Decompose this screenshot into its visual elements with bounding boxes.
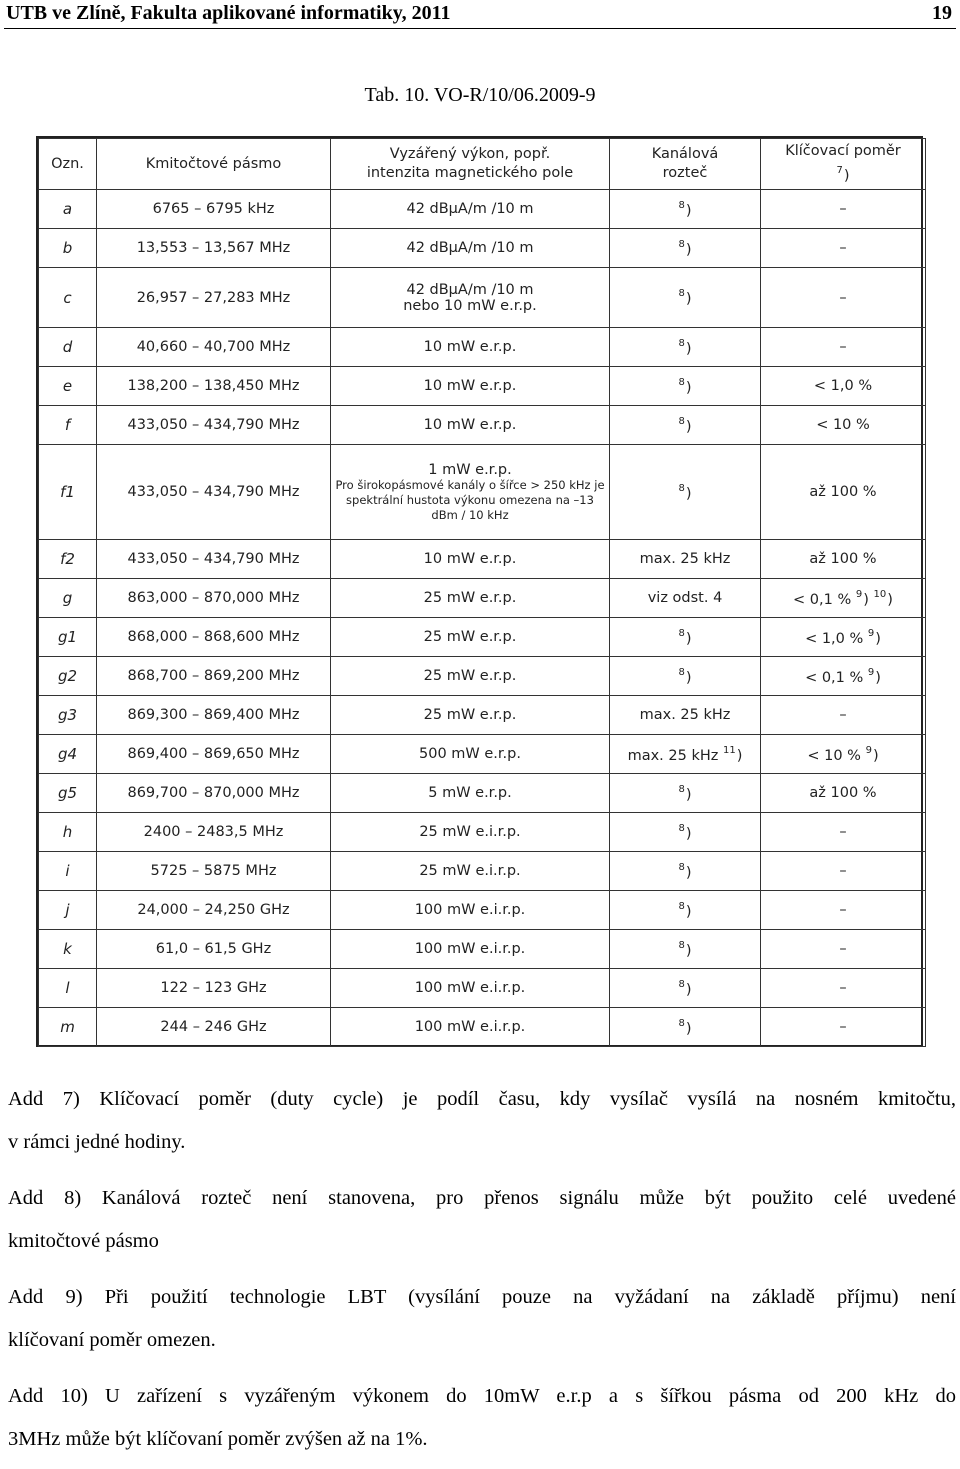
- cell-power-value: 10 mW e.r.p.: [423, 417, 517, 433]
- cell-spacing-end: ): [736, 747, 743, 764]
- table-row: [39, 445, 926, 540]
- cell-spacing-note-ref: 8: [678, 1017, 685, 1029]
- cell-spacing: [610, 813, 761, 852]
- cell-duty-value: < 1,0 %: [805, 630, 868, 647]
- cell-spacing-note-ref: 8: [678, 822, 685, 834]
- note-9-line1: Add 9) Při použití technologie LBT (vysílání pouze na vyžádaní na základě příjmu) není: [8, 1286, 956, 1308]
- cell-power-value: 25 mW e.r.p.: [423, 590, 517, 606]
- cell-power: [331, 813, 610, 852]
- cell-duty-value: < 10 %: [816, 417, 870, 433]
- note-8-line2: kmitočtové pásmo: [8, 1230, 159, 1252]
- cell-power-value: 10 mW e.r.p.: [423, 378, 517, 394]
- header-power-line2: intenzita magnetického pole: [366, 165, 574, 181]
- cell-spacing-value: ): [685, 202, 692, 219]
- cell-power: [331, 657, 610, 696]
- cell-duty-end: ): [872, 747, 879, 764]
- cell-designation: m: [39, 1008, 97, 1047]
- table-row: [39, 657, 926, 696]
- cell-band: 5725 – 5875 MHz: [97, 852, 331, 891]
- cell-spacing: [610, 735, 761, 774]
- cell-duty-note-ref: 9: [865, 744, 872, 756]
- cell-duty-value: –: [839, 863, 847, 879]
- cell-duty-value: –: [839, 707, 847, 723]
- cell-power: [331, 190, 610, 229]
- cell-duty-value: –: [839, 941, 847, 957]
- table-row: [39, 367, 926, 406]
- cell-duty-note-ref: 9: [855, 588, 863, 600]
- cell-spacing-note-ref-after: 11: [722, 744, 736, 756]
- cell-power-value: 25 mW e.i.r.p.: [419, 863, 521, 879]
- cell-spacing-value: ): [685, 418, 692, 435]
- cell-duty: [761, 735, 926, 774]
- cell-designation: g4: [39, 735, 97, 774]
- note-9-line2: klíčovaní poměr omezen.: [8, 1329, 216, 1351]
- cell-duty: [761, 445, 926, 540]
- cell-power: [331, 367, 610, 406]
- cell-band: 13,553 – 13,567 MHz: [97, 229, 331, 268]
- table-row: [39, 328, 926, 367]
- cell-designation: l: [39, 969, 97, 1008]
- cell-power-value: 100 mW e.i.r.p.: [414, 980, 526, 996]
- header-designation: Ozn.: [39, 139, 97, 190]
- table-row: [39, 813, 926, 852]
- cell-spacing: [610, 1008, 761, 1047]
- table-row: [39, 852, 926, 891]
- cell-band: 24,000 – 24,250 GHz: [97, 891, 331, 930]
- table-row: [39, 930, 926, 969]
- cell-duty-value: –: [839, 289, 847, 306]
- cell-power-alt: nebo 10 mW e.r.p.: [403, 297, 537, 314]
- cell-spacing-note-ref: 8: [678, 627, 685, 639]
- cell-spacing-note-ref: 8: [678, 900, 685, 912]
- cell-designation: f: [39, 406, 97, 445]
- cell-designation: g5: [39, 774, 97, 813]
- cell-band: 868,700 – 869,200 MHz: [97, 657, 331, 696]
- cell-band: 869,300 – 869,400 MHz: [97, 696, 331, 735]
- cell-band: 61,0 – 61,5 GHz: [97, 930, 331, 969]
- cell-band: 26,957 – 27,283 MHz: [97, 268, 331, 328]
- cell-duty: [761, 367, 926, 406]
- cell-spacing-value: max. 25 kHz: [639, 551, 731, 567]
- cell-duty: [761, 891, 926, 930]
- header-spacing-line2: rozteč: [662, 165, 708, 181]
- header-rule: [4, 28, 956, 29]
- cell-band: 433,050 – 434,790 MHz: [97, 445, 331, 540]
- cell-designation: f2: [39, 540, 97, 579]
- cell-duty: [761, 229, 926, 268]
- cell-band: 433,050 – 434,790 MHz: [97, 406, 331, 445]
- note-10-line1: Add 10) U zařízení s vyzářeným výkonem do 10mW e.r.p a s šířkou pásma od 200 kHz do: [8, 1385, 956, 1407]
- cell-power-value: 1 mW e.r.p.: [428, 461, 512, 478]
- header-duty-suffix: ): [843, 168, 850, 184]
- cell-spacing-note-ref: 8: [678, 482, 685, 494]
- table-row: [39, 891, 926, 930]
- cell-power: [331, 268, 610, 328]
- cell-power: [331, 774, 610, 813]
- cell-designation: d: [39, 328, 97, 367]
- table-row: [39, 540, 926, 579]
- cell-duty-value: až 100 %: [809, 551, 877, 567]
- cell-band: 244 – 246 GHz: [97, 1008, 331, 1047]
- cell-power: [331, 328, 610, 367]
- cell-duty: [761, 930, 926, 969]
- table-body: [39, 190, 926, 1047]
- cell-power-value: 25 mW e.r.p.: [423, 668, 517, 684]
- cell-duty-value: –: [839, 339, 847, 355]
- cell-spacing: [610, 930, 761, 969]
- table-row: [39, 190, 926, 229]
- note-10-line2: 3MHz může být klíčovaní poměr zvýšen až na 1%.: [8, 1428, 428, 1450]
- table-row: [39, 618, 926, 657]
- cell-duty-note-ref: 9: [867, 627, 875, 639]
- cell-duty-end: ): [875, 630, 881, 647]
- cell-power-value: 25 mW e.r.p.: [423, 629, 517, 645]
- cell-spacing-note-ref: 8: [678, 415, 685, 427]
- table-header-row: [39, 139, 926, 190]
- header-spacing: [610, 139, 761, 190]
- cell-power-value: 100 mW e.i.r.p.: [414, 1019, 526, 1035]
- table-row: [39, 579, 926, 618]
- cell-spacing-value: max. 25 kHz: [627, 747, 723, 764]
- cell-designation: h: [39, 813, 97, 852]
- cell-power: [331, 891, 610, 930]
- cell-spacing: [610, 696, 761, 735]
- cell-spacing-note-ref: 8: [678, 666, 685, 678]
- cell-duty: [761, 774, 926, 813]
- cell-duty-value: až 100 %: [809, 484, 877, 500]
- cell-duty: [761, 406, 926, 445]
- cell-band: 122 – 123 GHz: [97, 969, 331, 1008]
- cell-power-value: 100 mW e.i.r.p.: [414, 902, 526, 918]
- cell-duty: [761, 618, 926, 657]
- cell-duty: [761, 328, 926, 367]
- cell-duty-value: –: [839, 980, 847, 996]
- cell-spacing: [610, 969, 761, 1008]
- cell-spacing-note-ref: 8: [678, 199, 685, 211]
- cell-spacing-note-ref: 8: [678, 783, 685, 795]
- cell-spacing-value: ): [685, 981, 692, 998]
- cell-duty: [761, 852, 926, 891]
- cell-power-value: 10 mW e.r.p.: [423, 551, 517, 567]
- cell-designation: f1: [39, 445, 97, 540]
- header-power: [331, 139, 610, 190]
- cell-spacing: [610, 367, 761, 406]
- cell-designation: c: [39, 268, 97, 328]
- cell-designation: g3: [39, 696, 97, 735]
- cell-duty-value: –: [839, 240, 847, 256]
- cell-spacing-note-ref: 8: [678, 376, 685, 388]
- cell-designation: g2: [39, 657, 97, 696]
- cell-band: 863,000 – 870,000 MHz: [97, 579, 331, 618]
- cell-designation: j: [39, 891, 97, 930]
- cell-spacing-value: ): [685, 864, 692, 881]
- cell-spacing-note-ref: 8: [678, 288, 685, 299]
- cell-duty-value: < 10 %: [807, 747, 866, 764]
- cell-band: 138,200 – 138,450 MHz: [97, 367, 331, 406]
- page-header: [0, 0, 960, 30]
- frequency-table: [38, 138, 926, 1047]
- note-7-line1: Add 7) Klíčovací poměr (duty cycle) je podíl času, kdy vysílač vysílá na nosném kmitočtu,: [8, 1088, 956, 1110]
- table-row: [39, 1008, 926, 1047]
- cell-band: 869,700 – 870,000 MHz: [97, 774, 331, 813]
- cell-spacing-value: ): [685, 942, 692, 959]
- cell-duty-value: < 1,0 %: [813, 378, 873, 394]
- cell-power: [331, 229, 610, 268]
- cell-power: [331, 852, 610, 891]
- cell-spacing-value: ): [685, 1020, 692, 1037]
- cell-band: 40,660 – 40,700 MHz: [97, 328, 331, 367]
- cell-duty-note-ref: 9: [867, 666, 875, 678]
- cell-duty: [761, 696, 926, 735]
- cell-designation: k: [39, 930, 97, 969]
- notes-section: [8, 1078, 956, 1461]
- cell-duty: [761, 268, 926, 328]
- table-row: [39, 229, 926, 268]
- cell-power: [331, 618, 610, 657]
- cell-duty-mid: ): [863, 591, 874, 608]
- cell-duty: [761, 813, 926, 852]
- cell-power: [331, 406, 610, 445]
- cell-power: [331, 969, 610, 1008]
- cell-spacing: [610, 579, 761, 618]
- table-row: [39, 735, 926, 774]
- cell-spacing-value: ): [685, 485, 692, 502]
- cell-duty: [761, 190, 926, 229]
- cell-spacing-note-ref: 8: [678, 939, 685, 951]
- cell-power: [331, 1008, 610, 1047]
- cell-band: 868,000 – 868,600 MHz: [97, 618, 331, 657]
- cell-duty: [761, 969, 926, 1008]
- cell-power-value: 42 dBμA/m /10 m: [406, 240, 534, 256]
- cell-power: [331, 540, 610, 579]
- cell-designation: a: [39, 190, 97, 229]
- cell-duty-value: < 0,1 %: [805, 669, 868, 686]
- table-row: [39, 696, 926, 735]
- cell-power: [331, 735, 610, 774]
- cell-band: 869,400 – 869,650 MHz: [97, 735, 331, 774]
- cell-power-value: 25 mW e.i.r.p.: [419, 824, 521, 840]
- cell-spacing: [610, 774, 761, 813]
- table-caption: Tab. 10. VO-R/10/06.2009-9: [364, 84, 596, 106]
- cell-spacing: [610, 268, 761, 328]
- cell-duty: [761, 540, 926, 579]
- cell-duty-value: až 100 %: [809, 785, 877, 801]
- cell-designation: e: [39, 367, 97, 406]
- cell-duty: [761, 1008, 926, 1047]
- cell-spacing-value: viz odst. 4: [647, 590, 723, 606]
- cell-spacing: [610, 445, 761, 540]
- cell-duty-note-ref-2: 10: [873, 588, 887, 600]
- cell-duty-value: –: [839, 824, 847, 840]
- header-duty: [761, 139, 926, 190]
- cell-spacing: [610, 406, 761, 445]
- cell-band: 433,050 – 434,790 MHz: [97, 540, 331, 579]
- cell-band: 2400 – 2483,5 MHz: [97, 813, 331, 852]
- cell-spacing: [610, 229, 761, 268]
- cell-power-value: 42 dBμA/m /10 m: [406, 201, 534, 217]
- cell-duty-end: ): [887, 591, 893, 608]
- cell-duty: [761, 657, 926, 696]
- cell-spacing: [610, 657, 761, 696]
- cell-band: 6765 – 6795 kHz: [97, 190, 331, 229]
- table-row: [39, 406, 926, 445]
- cell-duty-value: –: [839, 201, 847, 217]
- table-row: [39, 969, 926, 1008]
- cell-duty: [761, 579, 926, 618]
- header-duty-sup: 7: [836, 165, 843, 176]
- table-row: [39, 268, 926, 328]
- header-power-line1: Vyzářený výkon, popř.: [389, 146, 551, 162]
- cell-spacing-value: ): [685, 379, 692, 396]
- cell-spacing-value: ): [685, 669, 692, 686]
- cell-power: [331, 696, 610, 735]
- cell-duty-value: –: [839, 1019, 847, 1035]
- header-spacing-line1: Kanálová: [651, 146, 719, 162]
- cell-spacing-note-ref: 8: [678, 238, 685, 250]
- cell-duty-value: < 0,1 %: [793, 591, 856, 608]
- cell-spacing-value: ): [685, 903, 692, 920]
- cell-spacing-note-ref: 8: [678, 337, 685, 349]
- cell-power-note: Pro širokopásmové kanály o šířce > 250 kHz je spektrální hustota výkonu omezena na –13 dBm / 10 kHz: [335, 477, 605, 522]
- cell-power-value: 500 mW e.r.p.: [419, 746, 521, 762]
- table-row: [39, 774, 926, 813]
- cell-spacing: [610, 891, 761, 930]
- cell-designation: g1: [39, 618, 97, 657]
- cell-power-value: 5 mW e.r.p.: [428, 785, 512, 801]
- frequency-table-frame: [36, 136, 923, 1047]
- header-duty-label: Klíčovací poměr: [785, 143, 901, 159]
- cell-spacing: [610, 852, 761, 891]
- cell-duty-end: ): [875, 669, 881, 686]
- cell-spacing: [610, 190, 761, 229]
- page-header-title: UTB ve Zlíně, Fakulta aplikované informatiky, 2011: [6, 2, 451, 24]
- cell-power-value: 25 mW e.r.p.: [423, 707, 517, 723]
- cell-power: [331, 579, 610, 618]
- cell-spacing-value: max. 25 kHz: [639, 707, 731, 723]
- cell-designation: g: [39, 579, 97, 618]
- header-band: Kmitočtové pásmo: [97, 139, 331, 190]
- cell-spacing-value: ): [685, 340, 692, 357]
- cell-power: [331, 930, 610, 969]
- cell-spacing-note-ref: 8: [678, 861, 685, 873]
- cell-power: [331, 445, 610, 540]
- cell-spacing: [610, 540, 761, 579]
- note-7-line2: v rámci jedné hodiny.: [8, 1131, 186, 1153]
- note-8-line1: Add 8) Kanálová rozteč není stanovena, pro přenos signálu může být použito celé uvedené: [8, 1187, 956, 1209]
- cell-spacing-note-ref: 8: [678, 978, 685, 990]
- cell-power-value: 42 dBμA/m /10 m: [406, 281, 534, 298]
- cell-power-value: 100 mW e.i.r.p.: [414, 941, 526, 957]
- page-number: 19: [932, 2, 952, 24]
- cell-power-value: 10 mW e.r.p.: [423, 339, 517, 355]
- cell-spacing-value: ): [685, 241, 692, 258]
- cell-spacing-value: ): [685, 825, 692, 842]
- cell-spacing-value: ): [685, 291, 692, 307]
- cell-spacing: [610, 328, 761, 367]
- cell-designation: b: [39, 229, 97, 268]
- cell-spacing-value: ): [685, 630, 692, 647]
- cell-duty-value: –: [839, 902, 847, 918]
- cell-spacing: [610, 618, 761, 657]
- cell-spacing-value: ): [685, 786, 692, 803]
- cell-designation: i: [39, 852, 97, 891]
